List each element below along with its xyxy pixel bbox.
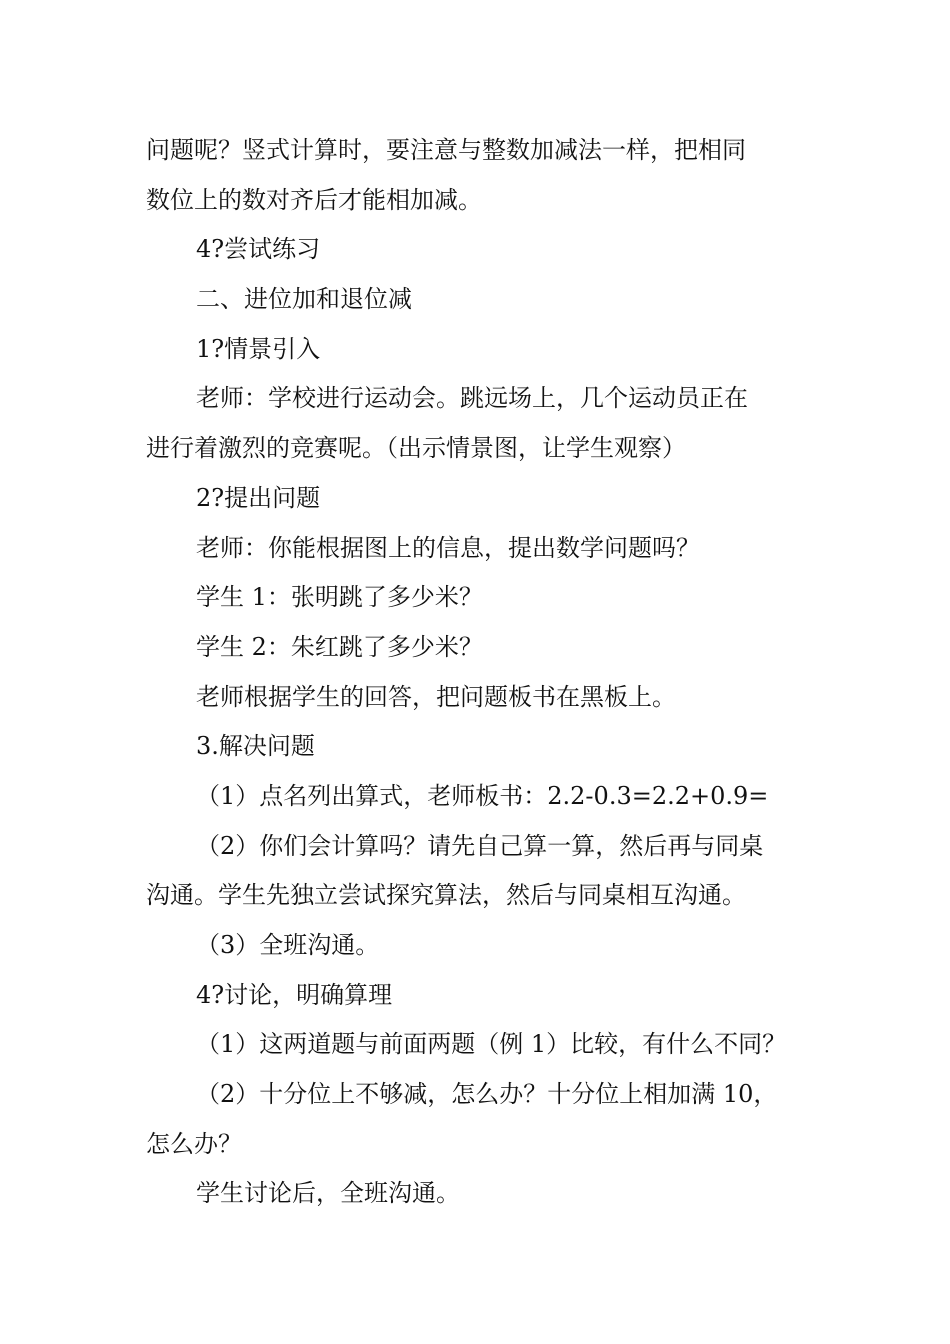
text-line: 老师：学校进行运动会。跳远场上，几个运动员正在 <box>196 384 748 413</box>
text-line: （2）十分位上不够减，怎么办？十分位上相加满 10， <box>196 1080 778 1109</box>
text-line: 怎么办？ <box>146 1129 242 1158</box>
text-line: 2?提出问题 <box>196 483 321 512</box>
text-line: （1）点名列出算式，老师板书：2.2-0.3=2.2+0.9= <box>196 781 769 810</box>
text-line: 问题呢？竖式计算时，要注意与整数加减法一样，把相同 <box>146 136 746 164</box>
text-line: 沟通。学生先独立尝试探究算法，然后与同桌相互沟通。 <box>146 881 746 910</box>
text-line: （3）全班沟通。 <box>196 931 380 959</box>
text-line: 4?尝试练习 <box>196 235 321 264</box>
text-line: 1?情景引入 <box>196 334 321 363</box>
text-line: 数位上的数对齐后才能相加减。 <box>146 185 482 214</box>
text-line: 学生讨论后，全班沟通。 <box>196 1179 460 1208</box>
text-line: 老师：你能根据图上的信息，提出数学问题吗？ <box>196 533 700 562</box>
document-body <box>146 126 806 1219</box>
text-line: 学生 2：朱红跳了多少米？ <box>196 632 483 661</box>
text-line: 3.解决问题 <box>196 732 315 761</box>
text-line: （2）你们会计算吗？请先自己算一算，然后再与同桌 <box>196 831 764 860</box>
text-line: （1）这两道题与前面两题（例 1）比较，有什么不同？ <box>196 1030 787 1059</box>
section-heading: 二、进位加和退位减 <box>196 285 412 314</box>
text-line: 老师根据学生的回答，把问题板书在黑板上。 <box>196 682 676 711</box>
text-line: 学生 1：张明跳了多少米？ <box>196 583 483 612</box>
text-line: 进行着激烈的竞赛呢。（出示情景图，让学生观察） <box>146 434 686 463</box>
text-line: 4?讨论，明确算理 <box>196 980 393 1009</box>
